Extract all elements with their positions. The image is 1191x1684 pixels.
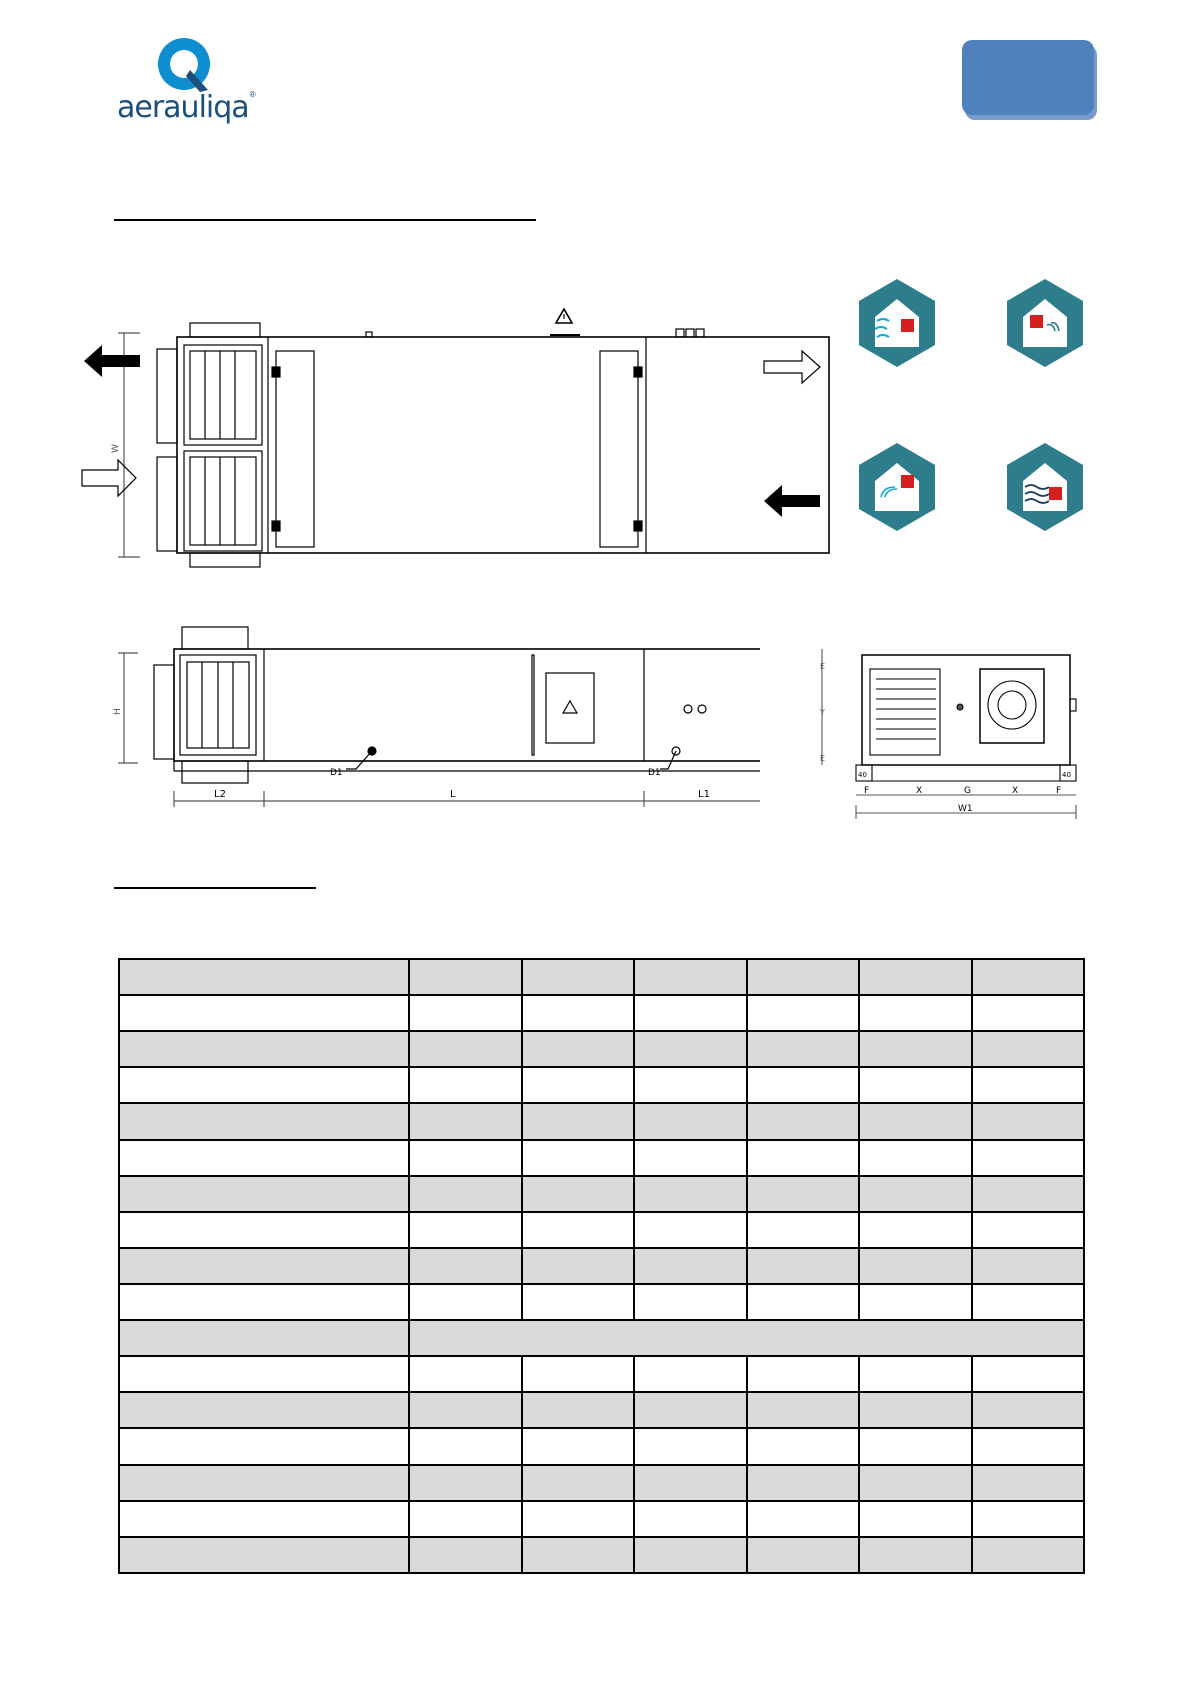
table-cell [859, 1031, 972, 1067]
table-row-label-cell [119, 1212, 409, 1248]
table-row-label-cell [119, 1428, 409, 1464]
table-cell [747, 1176, 860, 1212]
table-cell [972, 995, 1085, 1031]
outdoor-air-icon [859, 279, 935, 367]
table-cell [859, 1176, 972, 1212]
table-cell [747, 1465, 860, 1501]
table-cell [634, 1392, 747, 1428]
table-cell [522, 1248, 635, 1284]
table-cell [409, 1465, 522, 1501]
table-cell [522, 995, 635, 1031]
dim-label-l: L [450, 789, 456, 800]
warning-triangle-icon [556, 309, 572, 323]
table-cell [409, 1140, 522, 1176]
dim-label-40: 40 [858, 771, 867, 779]
table-cell [747, 1212, 860, 1248]
table-row [119, 1465, 1084, 1501]
airflow-icon-grid [855, 275, 1095, 535]
table-cell [747, 995, 860, 1031]
table-cell [522, 1392, 635, 1428]
table-cell [972, 1392, 1085, 1428]
table-row-label-cell [119, 1501, 409, 1537]
extract-air-icon [1007, 443, 1083, 531]
table-cell [859, 1392, 972, 1428]
dim-label-e: E [820, 662, 826, 671]
drain-label: D1 [330, 768, 343, 778]
dim-label-l1: L1 [698, 789, 710, 800]
table-cell [859, 1248, 972, 1284]
table-cell [409, 1428, 522, 1464]
table-row [119, 1428, 1084, 1464]
table-cell [972, 1356, 1085, 1392]
dim-label-x: X [1012, 786, 1019, 796]
table-cell [972, 1501, 1085, 1537]
corner-badge [962, 40, 1094, 115]
table-cell [859, 1501, 972, 1537]
table-cell [634, 1140, 747, 1176]
table-cell [522, 1284, 635, 1320]
table-cell [409, 1284, 522, 1320]
table-cell [522, 1140, 635, 1176]
arrow-left-filled-icon [84, 345, 140, 377]
table-cell [522, 1537, 635, 1573]
table-cell [747, 1103, 860, 1139]
table-cell [634, 959, 747, 995]
table-row-label-cell [119, 1248, 409, 1284]
dim-label-x: X [916, 786, 923, 796]
table-cell [409, 1501, 522, 1537]
table-row-label-cell [119, 1537, 409, 1573]
brand-logo [114, 34, 264, 129]
dim-label-e: E [820, 754, 826, 763]
table-cell [972, 1067, 1085, 1103]
table-cell [972, 1537, 1085, 1573]
table-cell [409, 995, 522, 1031]
dim-label-40: 40 [1062, 771, 1071, 779]
spec-table [118, 958, 1085, 1574]
table-cell [859, 1284, 972, 1320]
table-row-label-cell [119, 1067, 409, 1103]
table-row-label-cell [119, 1031, 409, 1067]
table-cell [972, 1248, 1085, 1284]
table-cell [747, 1031, 860, 1067]
table-cell [859, 1356, 972, 1392]
table-cell [634, 995, 747, 1031]
table-row [119, 1356, 1084, 1392]
table-row-label-cell [119, 1356, 409, 1392]
table-cell [972, 1284, 1085, 1320]
dim-label-l2: L2 [214, 789, 226, 800]
table-cell [972, 1428, 1085, 1464]
table-cell [859, 1212, 972, 1248]
table-cell [634, 1248, 747, 1284]
table-cell [859, 1067, 972, 1103]
section-heading-rule [114, 219, 536, 221]
table-cell [409, 1031, 522, 1067]
table-cell [409, 1212, 522, 1248]
table-row [119, 1176, 1084, 1212]
table-cell [747, 1501, 860, 1537]
table-cell [859, 1465, 972, 1501]
dim-label-f: F [1056, 786, 1062, 796]
table-cell [634, 1465, 747, 1501]
table-row-label-cell [119, 995, 409, 1031]
table-cell [972, 1103, 1085, 1139]
table-row [119, 1067, 1084, 1103]
brand-wordmark: aerauliqa® [117, 90, 256, 125]
table-cell [747, 1140, 860, 1176]
table-row [119, 995, 1084, 1031]
table-cell [972, 959, 1085, 995]
table-cell [409, 1537, 522, 1573]
table-row [119, 1320, 1084, 1356]
exhaust-air-icon [1007, 279, 1083, 367]
table-cell [409, 959, 522, 995]
table-cell [972, 1212, 1085, 1248]
table-cell [634, 1212, 747, 1248]
supply-air-icon [859, 443, 935, 531]
table-cell [859, 959, 972, 995]
table-cell [522, 1501, 635, 1537]
table-cell [859, 1537, 972, 1573]
table-row [119, 1392, 1084, 1428]
table-cell [522, 1356, 635, 1392]
top-view-drawing [80, 305, 840, 575]
table-cell [747, 1067, 860, 1103]
arrow-left-filled-icon [764, 485, 820, 517]
table-cell [634, 1067, 747, 1103]
table-row-label-cell [119, 1392, 409, 1428]
table-cell [522, 1103, 635, 1139]
table-cell [634, 1103, 747, 1139]
dim-label-f: F [864, 786, 870, 796]
end-view-drawing [812, 625, 1102, 825]
dim-label-g: G [964, 786, 971, 796]
table-cell [747, 1428, 860, 1464]
table-cell [634, 1428, 747, 1464]
table-cell [409, 1103, 522, 1139]
arrow-right-outline-icon [764, 351, 820, 383]
table-cell [747, 1537, 860, 1573]
arrow-right-outline-icon [82, 460, 136, 496]
table-row [119, 1537, 1084, 1573]
table-cell [747, 1356, 860, 1392]
table-cell [634, 1356, 747, 1392]
table-row [119, 959, 1084, 995]
table-row-label-cell [119, 1284, 409, 1320]
table-row [119, 1140, 1084, 1176]
dim-label-w1: W1 [958, 804, 973, 814]
table-cell [522, 1031, 635, 1067]
table-cell [972, 1140, 1085, 1176]
table-row-label-cell [119, 1140, 409, 1176]
table-cell [409, 1392, 522, 1428]
section-heading-rule [114, 887, 316, 889]
table-row-label-cell [119, 1320, 409, 1356]
table-cell [859, 995, 972, 1031]
table-row [119, 1031, 1084, 1067]
table-row [119, 1284, 1084, 1320]
table-cell [522, 1067, 635, 1103]
table-cell [409, 1356, 522, 1392]
table-cell [409, 1067, 522, 1103]
table-cell [522, 1465, 635, 1501]
table-row-label-cell [119, 1465, 409, 1501]
table-cell [409, 1176, 522, 1212]
table-cell [522, 1212, 635, 1248]
q-ring-logo-icon [152, 34, 222, 96]
table-cell [972, 1465, 1085, 1501]
table-row-label-cell [119, 959, 409, 995]
dim-label-y: Y [820, 708, 825, 717]
table-cell [634, 1537, 747, 1573]
table-row [119, 1103, 1084, 1139]
table-cell [409, 1248, 522, 1284]
dim-label-w: W [111, 444, 121, 453]
table-cell [634, 1031, 747, 1067]
table-row-label-cell [119, 1103, 409, 1139]
table-cell [747, 1284, 860, 1320]
table-row-label-cell [119, 1176, 409, 1212]
table-cell [972, 1176, 1085, 1212]
side-view-drawing [110, 625, 760, 825]
table-cell [634, 1501, 747, 1537]
table-cell [972, 1031, 1085, 1067]
table-cell [522, 1428, 635, 1464]
drain-label: D1 [648, 768, 661, 778]
table-row [119, 1501, 1084, 1537]
dim-label-h: H [113, 708, 123, 715]
table-cell [859, 1428, 972, 1464]
table-cell [409, 1320, 1084, 1356]
table-cell [859, 1140, 972, 1176]
table-cell [859, 1103, 972, 1139]
table-cell [747, 1248, 860, 1284]
table-cell [747, 959, 860, 995]
table-cell [634, 1284, 747, 1320]
table-cell [522, 959, 635, 995]
table-row [119, 1212, 1084, 1248]
table-cell [634, 1176, 747, 1212]
table-row [119, 1248, 1084, 1284]
table-cell [747, 1392, 860, 1428]
table-cell [522, 1176, 635, 1212]
